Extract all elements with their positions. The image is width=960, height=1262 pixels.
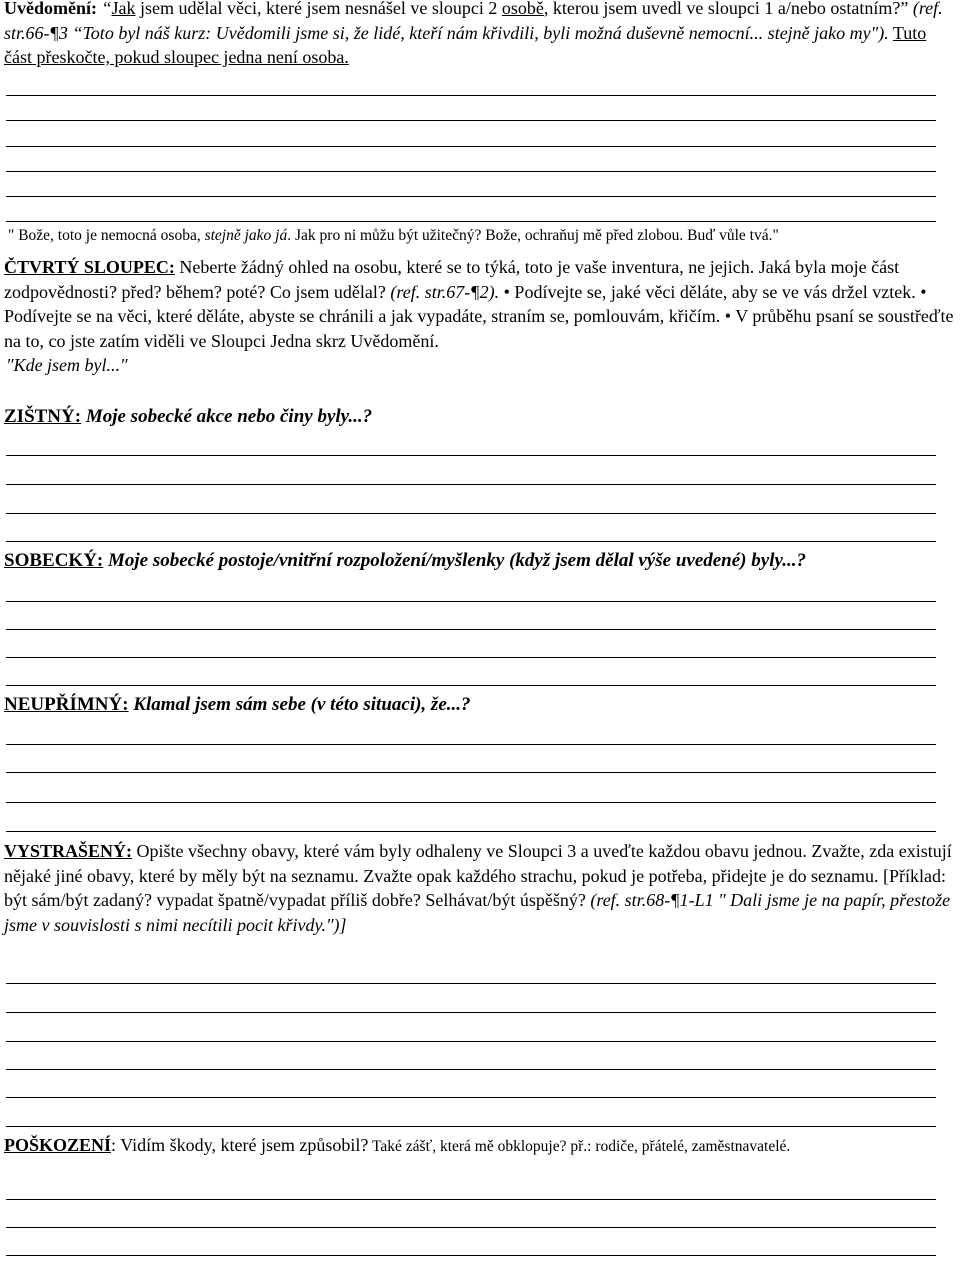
poskozeni-label: POŠKOZENÍ (4, 1135, 112, 1155)
writing-line[interactable] (6, 1199, 936, 1200)
writing-line[interactable] (6, 1041, 936, 1042)
writing-line[interactable] (6, 196, 936, 197)
writing-line[interactable] (6, 772, 936, 773)
writing-line[interactable] (6, 455, 936, 456)
neuprimny-question: Klamal jsem sám sebe (v této situaci), že...? (128, 694, 471, 715)
uvedomeni-question-word: Jak (111, 0, 136, 18)
vystraseny-text: Opište všechny obavy, které vám byly odhaleny ve Sloupci 3 a uveďte každou obavu jednou. Zvažte, zda existují nějaké jiné obavy, které by měly být na seznamu. Zvažte opak každého strachu, pokud je potřeba, přidejte je do seznamu. [Příklad: být sám/být zadaný? vypadat špatně/vypadat příliš dobře? Selhávat/být úspěšný? (4, 841, 952, 910)
writing-line[interactable] (6, 221, 936, 222)
writing-line[interactable] (6, 1126, 936, 1127)
ctvrty-sloupec-paragraph (4, 255, 956, 378)
sobecky-question: Moje sobecké postoje/vnitřní rozpoložení/myšlenky (když jsem dělal výše uvedené) byly...? (103, 550, 806, 571)
uvedomeni-ref: (ref. str.66-¶3 “Toto byl náš kurz: Uvědomili jsme si, že lidé, kteří nám křivdili, byli možná duševně nemocní... stejně jako my"). (4, 0, 943, 43)
writing-line[interactable] (6, 146, 936, 147)
writing-line[interactable] (6, 1255, 936, 1256)
ctvrty-sloupec-label: ČTVRTÝ SLOUPEC: (4, 257, 175, 277)
prayer-text: " Bože, toto je nemocná osoba, stejně jako já. Jak pro ni můžu být užitečný? Bože, ochraňuj mě před zlobou. Buď vůle tvá." (8, 227, 779, 244)
uvedomeni-text-2: , kterou jsem uvedl ve sloupci 1 a/nebo ostatním? (543, 0, 901, 18)
ctvrty-text-2: • Podívejte se, jaké věci děláte, aby se ve vás držel vztek. • Podívejte se na věci, které děláte, abyste se chránili a jak vypadáte, straním se, pomlouvám, křičím. • V průběhu psaní se soustřeďte na to, co jste zatím viděli ve Sloupci Jedna skrz Uvědomění. (4, 281, 954, 351)
uvedomeni-text-1: jsem udělal věci, které jsem nesnášel ve sloupci 2 (135, 0, 502, 18)
writing-line[interactable] (6, 983, 936, 984)
writing-line[interactable] (6, 1012, 936, 1013)
writing-line[interactable] (6, 601, 936, 602)
poskozeni-text-2: Také zášť, která mě obklopuje? př.: rodiče, přátelé, zaměstnavatelé. (368, 1138, 791, 1155)
writing-line[interactable] (6, 484, 936, 485)
zistny-label: ZIŠTNÝ: (4, 406, 82, 427)
writing-line[interactable] (6, 120, 936, 121)
neuprimny-label: NEUPŘÍMNÝ: (4, 694, 129, 715)
ctvrty-ref: (ref. str.67-¶2). (390, 281, 500, 302)
poskozeni-paragraph (4, 1133, 956, 1158)
writing-line[interactable] (6, 685, 936, 686)
writing-line[interactable] (6, 802, 936, 803)
uvedomeni-paragraph: Uvědomění: “Jak jsem udělal věci, které jsem nesnášel ve sloupci 2 osobě, kterou jsem uvedl ve sloupci 1 a/nebo ostatním?” (ref. str.66-¶3 “Toto byl náš kurz: Uvědomili jsme si, že lidé, kteří nám křivdili, byli možná duševně nemocní... stejně jako my"). Tuto část přeskočte, pokud sloupec jedna není osoba. (4, 0, 943, 67)
uvedomeni-skip-note: Tuto část přeskočte, pokud sloupec jedna není osoba. (4, 22, 927, 67)
poskozeni-text-1: : Vidím škody, které jsem způsobil? (111, 1135, 369, 1155)
writing-line[interactable] (6, 1069, 936, 1070)
vystraseny-paragraph (4, 839, 956, 937)
zistny-question: Moje sobecké akce nebo činy byly...? (81, 406, 373, 427)
writing-line[interactable] (6, 513, 936, 514)
writing-line[interactable] (6, 744, 936, 745)
uvedomeni-label: Uvědomění: (4, 0, 97, 18)
vystraseny-ref: (ref. str.68-¶1-L1 " Dali jsme je na papír, přestože jsme v souvislosti s nimi necítili pocit křivdy.")] (4, 890, 951, 935)
uvedomeni-quote: Toto byl náš kurz: Uvědomili jsme si, že lidé, kteří nám křivdili, byli možná duševně nemocní... stejně jako my"). (82, 22, 889, 43)
vystraseny-label: VYSTRAŠENÝ: (4, 841, 133, 861)
neuprimny-heading (4, 693, 956, 718)
sobecky-heading (4, 549, 956, 574)
writing-line[interactable] (6, 1227, 936, 1228)
writing-line[interactable] (6, 629, 936, 630)
kde-jsem-byl: "Kde jsem byl..." (6, 355, 128, 375)
writing-line[interactable] (6, 541, 936, 542)
writing-line[interactable] (6, 171, 936, 172)
writing-line[interactable] (6, 657, 936, 658)
uvedomeni-osobe: osobě (501, 0, 544, 18)
zistny-heading (4, 405, 956, 430)
writing-line[interactable] (6, 1097, 936, 1098)
writing-line[interactable] (6, 831, 936, 832)
writing-line[interactable] (6, 95, 936, 96)
ctvrty-text-1: Neberte žádný ohled na osobu, které se to týká, toto je vaše inventura, ne jejich. Jaká byla moje část zodpovědnosti? před? během? poté? Co jsem udělal? (4, 257, 900, 302)
sobecky-label: SOBECKÝ: (4, 550, 104, 571)
